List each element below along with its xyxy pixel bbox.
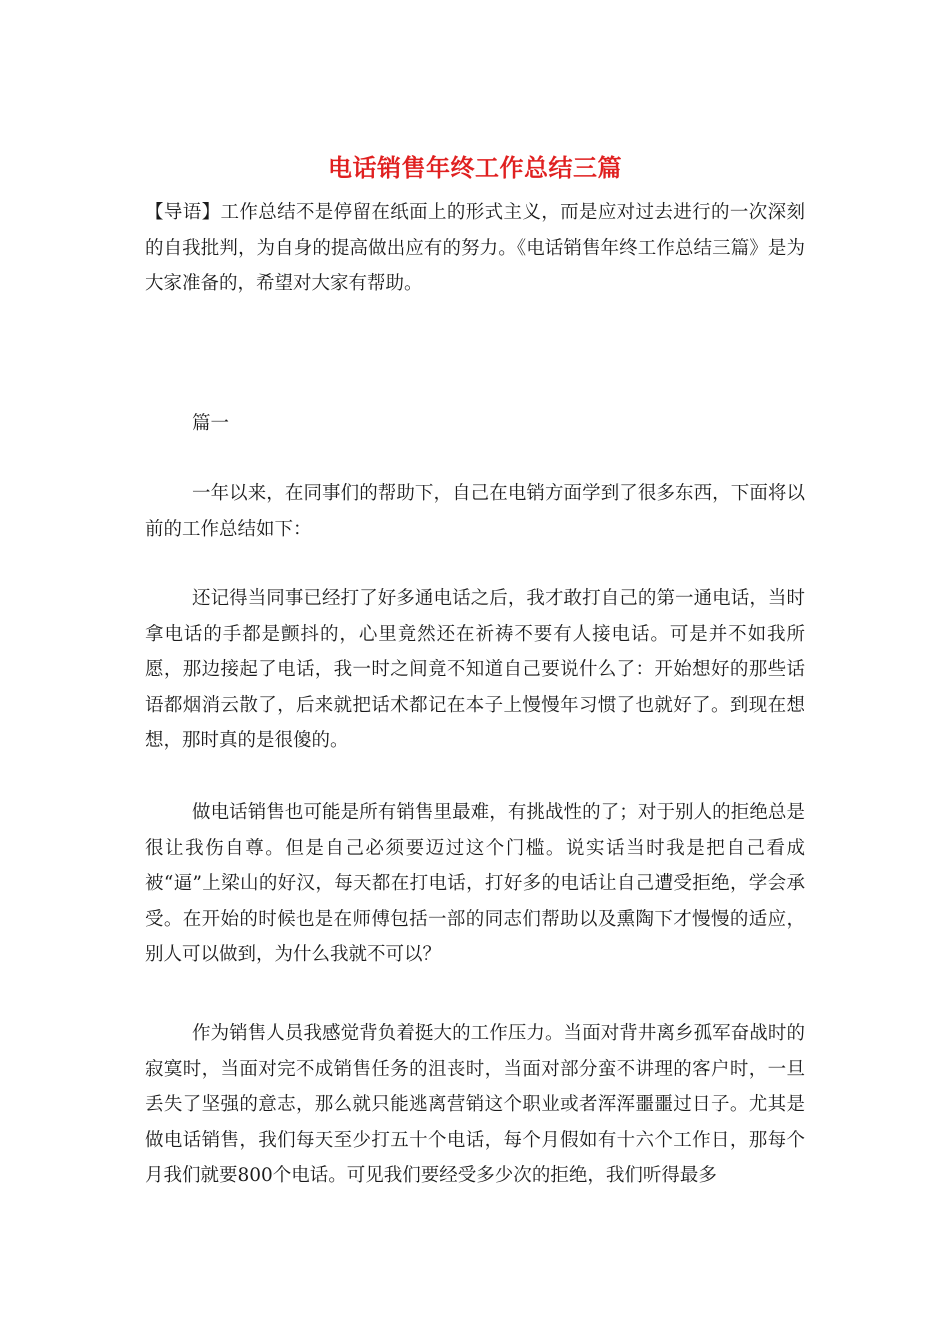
section-heading: 篇一: [192, 413, 230, 434]
body-paragraph: 做电话销售也可能是所有销售里最难，有挑战性的了；对于别人的拒绝总是很让我伤自尊。但是自己必须要迈过这个门槛。说实话当时我是把自己看成被“逼”上梁山的好汉，每天都在打电话，打好多的电话让自己遭受拒绝，学会承受。在开始的时候也是在师傅包括一部的同志们帮助以及熏陶下才慢慢的适应，别人可以做到，为什么我就不可以？: [145, 802, 805, 965]
body-paragraph: 作为销售人员我感觉背负着挺大的工作压力。当面对背井离乡孤军奋战时的寂寞时，当面对完不成销售任务的沮丧时，当面对部分蛮不讲理的客户时，一旦丢失了坚强的意志，那么就只能逃离营销这个职业或者浑浑噩噩过日子。尤其是做电话销售，我们每天至少打五十个电话，每个月假如有十六个工作日，那每个月我们就要800个电话。可见我们要经受多少次的拒绝，我们听得最多: [145, 1023, 805, 1186]
body-paragraph: 一年以来，在同事们的帮助下，自己在电销方面学到了很多东西，下面将以前的工作总结如下：: [145, 483, 805, 540]
body-paragraph: 还记得当同事已经打了好多通电话之后，我才敢打自己的第一通电话，当时拿电话的手都是颤抖的，心里竟然还在祈祷不要有人接电话。可是并不如我所愿，那边接起了电话，我一时之间竟不知道自己要说什么了：开始想好的那些话语都烟消云散了，后来就把话术都记在本子上慢慢年习惯了也就好了。到现在想想，那时真的是很傻的。: [145, 588, 805, 751]
document-title: 电话销售年终工作总结三篇: [328, 153, 622, 182]
intro-paragraph: 【导语】工作总结不是停留在纸面上的形式主义，而是应对过去进行的一次深刻的自我批判，为自身的提高做出应有的努力。《电话销售年终工作总结三篇》是为大家准备的，希望对大家有帮助。: [145, 202, 805, 294]
